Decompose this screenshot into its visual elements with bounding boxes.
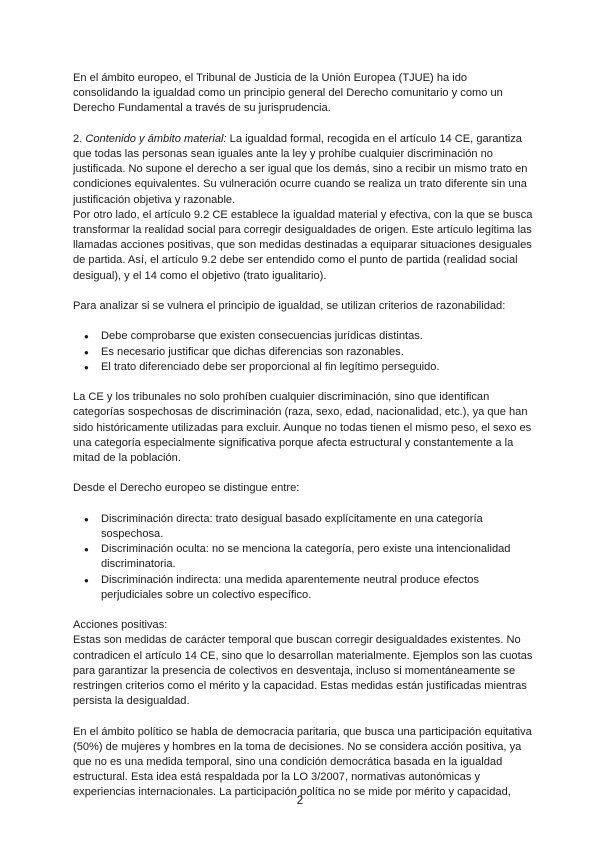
paragraph-razonabilidad: Para analizar si se vulnera el principio de igualdad, se utilizan criterios de razonabilidad:: [73, 300, 506, 313]
list-item: ● Discriminación indirecta: una medida aparentemente neutral produce efectos perjudiciales sobre un colectivo específico.: [73, 573, 533, 603]
section-number: 2.: [73, 132, 86, 145]
paragraph-acciones-positivas: Estas son medidas de carácter temporal que buscan corregir desigualdades existentes. No contradicen el artículo 14 CE, sino que lo desarrollan materialmente. Ejemplos son las cuotas para garantizar la presencia de colectivos en desventaja, incluso si momentáneamente se restringen criterios como el mérito y la capacidad. Estas medidas están justificadas mientras persista la desigualdad.: [73, 634, 533, 708]
paragraph-categorias: La CE y los tribunales no solo prohíben cualquier discriminación, sino que identifican categorías sospechosas de discriminación (raza, sexo, edad, nacionalidad, etc.), ya que han sido históricamente utilizadas para excluir. Aunque no todas tienen el mismo peso, el sexo es una categoría especialmente significativa porque afecta estructural y constantemente a la mitad de la población.: [73, 391, 532, 465]
paragraph-democracia-paritaria: En el ámbito político se habla de democracia paritaria, que busca una participación equitativa (50%) de mujeres y hombres en la toma de decisiones. No se considera acción positiva, ya que no es una medida temporal, sino una condición democrática basada en la igualdad estructural. Esta idea está respaldada por la LO 3/2007, normativas autonómicas y experiencias internacionales. La participación política no se mide por mérito y capacidad,: [73, 725, 532, 799]
paragraph-derecho-europeo: Desde el Derecho europeo se distingue entre:: [73, 482, 300, 495]
section-heading: Contenido y ámbito material:: [85, 132, 227, 145]
paragraph-contenido: [73, 132, 533, 208]
list-item: ● Discriminación oculta: no se menciona la categoría, pero existe una intencionalidad discriminatoria.: [73, 542, 533, 572]
paragraph-tjue: En el ámbito europeo, el Tribunal de Justicia de la Unión Europea (TJUE) ha ido consolidando la igualdad como un principio general del Derecho comunitario y como un Derecho Fundamental a través de su jurisprudencia.: [73, 72, 503, 115]
page-body: [73, 71, 533, 801]
list-item: ● Es necesario justificar que dichas diferencias son razonables.: [73, 345, 533, 360]
criteria-list: [73, 329, 533, 375]
list-item: ● El trato diferenciado debe ser proporcional al fin legítimo perseguido.: [73, 360, 533, 375]
page-number: 2: [296, 795, 304, 807]
list-item: ● Debe comprobarse que existen consecuencias jurídicas distintas.: [73, 329, 533, 344]
section-body: La igualdad formal, recogida en el artículo 14 CE, garantiza que todas las personas sean iguales ante la ley y prohíbe cualquier discriminación no justificada. No supone el derecho a ser igual que los demás, sino a recibir un mismo trato en condiciones equivalentes. Su vulneración ocurre cuando se realiza un trato diferente sin una justificación objetiva y razonable.: [73, 132, 528, 206]
discrimination-list: [73, 512, 533, 603]
list-item: ● Discriminación directa: trato desigual basado explícitamente en una categoría sospechosa.: [73, 512, 533, 542]
acciones-positivas-heading: Acciones positivas:: [73, 619, 168, 632]
paragraph-igualdad-material: Por otro lado, el artículo 9.2 CE establece la igualdad material y efectiva, con la que se busca transformar la realidad social para corregir desigualdades de origen. Este artículo legitima las llamadas acciones positivas, que son medidas destinadas a equiparar situaciones desiguales de partida. Así, el artículo 9.2 debe ser entendido como el punto de partida (realidad social desigual), y el 14 como el objetivo (trato igualitario).: [73, 208, 533, 282]
